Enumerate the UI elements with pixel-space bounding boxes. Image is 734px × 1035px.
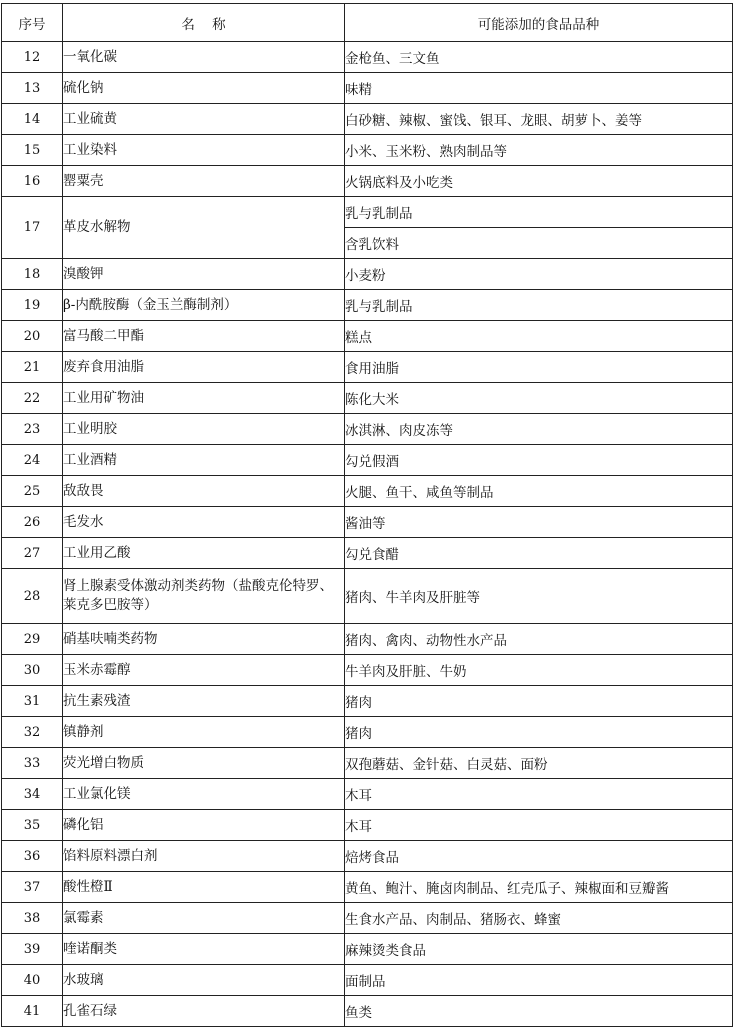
serial-number-cell: 33 [2,748,63,779]
food-category-cell: 火锅底料及小吃类 [345,166,733,197]
table-row [2,538,733,569]
substance-name-cell: 荧光增白物质 [63,748,345,779]
substance-name-cell: 磷化铝 [63,810,345,841]
food-category-cell: 金枪鱼、三文鱼 [345,42,733,73]
serial-number-cell: 38 [2,903,63,934]
table-row [2,445,733,476]
table-row [2,996,733,1027]
food-category-cell: 食用油脂 [345,352,733,383]
substance-name-cell: 抗生素残渣 [63,686,345,717]
serial-number-cell: 36 [2,841,63,872]
table-row [2,414,733,445]
substance-name-cell: 馅料原料漂白剂 [63,841,345,872]
food-category-cell: 白砂糖、辣椒、蜜饯、银耳、龙眼、胡萝卜、姜等 [345,104,733,135]
substance-name-cell: 玉米赤霉醇 [63,655,345,686]
table-header [2,4,733,42]
serial-number-cell: 27 [2,538,63,569]
serial-number-cell: 32 [2,717,63,748]
food-category-cell: 双孢蘑菇、金针菇、白灵菇、面粉 [345,748,733,779]
food-category-cell: 乳与乳制品 [345,290,733,321]
serial-number-cell: 28 [2,569,63,624]
serial-number-cell: 12 [2,42,63,73]
table-row [2,779,733,810]
substance-name-cell: 一氧化碳 [63,42,345,73]
food-category-cell: 勾兑食醋 [345,538,733,569]
serial-number-cell: 24 [2,445,63,476]
serial-number-cell: 29 [2,624,63,655]
table-row [2,717,733,748]
food-category-cell: 陈化大米 [345,383,733,414]
substance-name-cell: 水玻璃 [63,965,345,996]
substance-name-cell: 废弃食用油脂 [63,352,345,383]
table-row [2,655,733,686]
table-row [2,507,733,538]
table-row [2,197,733,228]
serial-number-cell: 15 [2,135,63,166]
header-row [2,4,733,42]
header-name: 名 称 [63,4,345,42]
table-row [2,104,733,135]
serial-number-cell: 39 [2,934,63,965]
substance-name-cell: 溴酸钾 [63,259,345,290]
table-row [2,73,733,104]
serial-number-cell: 19 [2,290,63,321]
substance-name-cell: 富马酸二甲酯 [63,321,345,352]
serial-number-cell: 18 [2,259,63,290]
table-row [2,569,733,624]
food-category-cell: 生食水产品、肉制品、猪肠衣、蜂蜜 [345,903,733,934]
serial-number-cell: 14 [2,104,63,135]
serial-number-cell: 13 [2,73,63,104]
table-row [2,810,733,841]
table-row [2,841,733,872]
additive-table [1,3,733,1027]
food-category-cell: 火腿、鱼干、咸鱼等制品 [345,476,733,507]
serial-number-cell: 30 [2,655,63,686]
food-category-cell: 猪肉 [345,686,733,717]
food-category-cell: 勾兑假酒 [345,445,733,476]
food-category-cell: 牛羊肉及肝脏、牛奶 [345,655,733,686]
table-row [2,166,733,197]
food-category-cell: 猪肉、禽肉、动物性水产品 [345,624,733,655]
substance-name-cell: 镇静剂 [63,717,345,748]
food-category-cell: 焙烤食品 [345,841,733,872]
header-possible-foods: 可能添加的食品品种 [345,4,733,42]
table-row [2,686,733,717]
substance-name-cell: 工业酒精 [63,445,345,476]
table-row [2,42,733,73]
food-category-cell: 鱼类 [345,996,733,1027]
food-category-cell: 木耳 [345,779,733,810]
substance-name-cell: 工业用矿物油 [63,383,345,414]
substance-name-cell: 工业明胶 [63,414,345,445]
serial-number-cell: 25 [2,476,63,507]
food-category-cell: 乳与乳制品 [345,197,733,228]
food-category-cell: 黄鱼、鲍汁、腌卤肉制品、红壳瓜子、辣椒面和豆瓣酱 [345,872,733,903]
serial-number-cell: 34 [2,779,63,810]
food-category-cell: 小米、玉米粉、熟肉制品等 [345,135,733,166]
table-row [2,290,733,321]
table-row [2,321,733,352]
substance-name-cell: 氯霉素 [63,903,345,934]
serial-number-cell: 17 [2,197,63,259]
serial-number-cell: 37 [2,872,63,903]
serial-number-cell: 22 [2,383,63,414]
serial-number-cell: 40 [2,965,63,996]
food-category-cell: 木耳 [345,810,733,841]
serial-number-cell: 35 [2,810,63,841]
serial-number-cell: 23 [2,414,63,445]
substance-name-cell: 硝基呋喃类药物 [63,624,345,655]
table-row [2,476,733,507]
serial-number-cell: 16 [2,166,63,197]
substance-name-cell: 工业氯化镁 [63,779,345,810]
table-row [2,934,733,965]
table-row [2,259,733,290]
food-category-cell: 糕点 [345,321,733,352]
food-category-cell: 麻辣烫类食品 [345,934,733,965]
substance-name-cell: 工业染料 [63,135,345,166]
substance-name-cell: 革皮水解物 [63,197,345,259]
substance-name-cell: 工业硫黄 [63,104,345,135]
food-category-cell: 面制品 [345,965,733,996]
substance-name-cell: 毛发水 [63,507,345,538]
table-row [2,872,733,903]
table-body [2,42,733,1027]
substance-name-cell: 孔雀石绿 [63,996,345,1027]
food-category-cell: 猪肉 [345,717,733,748]
substance-name-cell: 罂粟壳 [63,166,345,197]
food-category-cell: 酱油等 [345,507,733,538]
table-row [2,903,733,934]
serial-number-cell: 31 [2,686,63,717]
food-category-cell: 小麦粉 [345,259,733,290]
table-row [2,748,733,779]
serial-number-cell: 26 [2,507,63,538]
serial-number-cell: 41 [2,996,63,1027]
serial-number-cell: 21 [2,352,63,383]
substance-name-cell: 喹诺酮类 [63,934,345,965]
food-category-cell: 味精 [345,73,733,104]
food-category-cell: 冰淇淋、肉皮冻等 [345,414,733,445]
substance-name-cell: β-内酰胺酶（金玉兰酶制剂） [63,290,345,321]
substance-name-cell: 硫化钠 [63,73,345,104]
food-category-cell: 含乳饮料 [345,228,733,259]
substance-name-cell: 敌敌畏 [63,476,345,507]
table-row [2,352,733,383]
table-row [2,135,733,166]
substance-name-cell: 肾上腺素受体激动剂类药物（盐酸克伦特罗、莱克多巴胺等） [63,569,345,624]
table-row [2,624,733,655]
substance-name-cell: 工业用乙酸 [63,538,345,569]
table-row [2,383,733,414]
substance-name-cell: 酸性橙Ⅱ [63,872,345,903]
serial-number-cell: 20 [2,321,63,352]
table-row [2,965,733,996]
food-category-cell: 猪肉、牛羊肉及肝脏等 [345,569,733,624]
header-serial-number: 序号 [2,4,63,42]
